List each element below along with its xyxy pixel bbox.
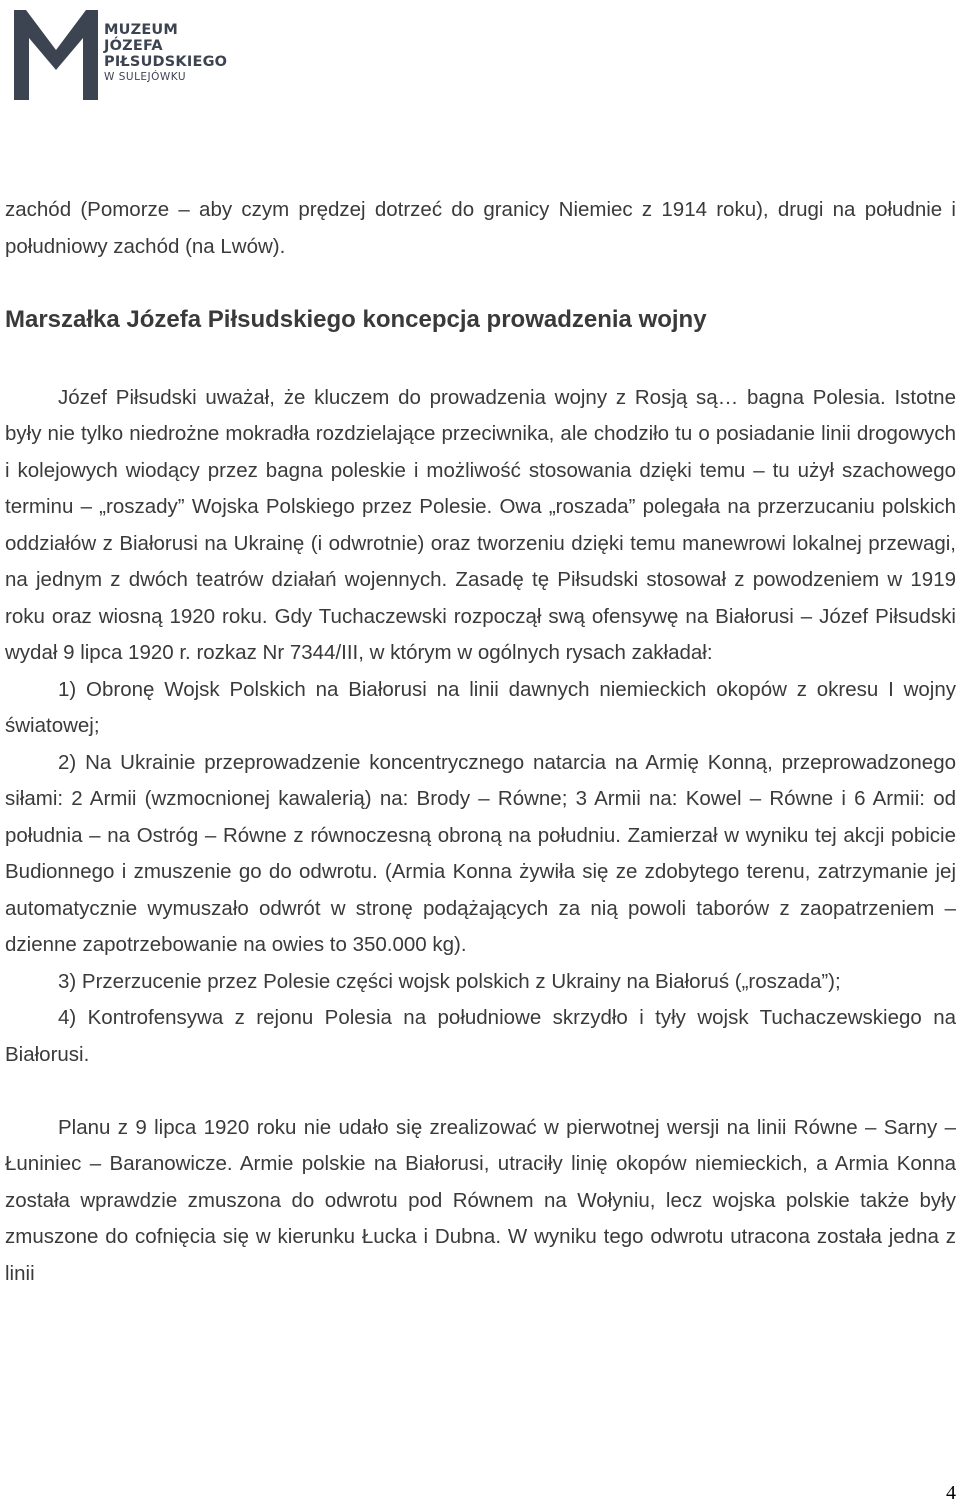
- museum-logo: [12, 8, 228, 103]
- logo-line-4: W SULEJÓWKU: [104, 71, 187, 83]
- paragraph-main: Józef Piłsudski uważał, że kluczem do prowadzenia wojny z Rosją są… bagna Polesia. Istotne były nie tylko niedrożne mokradła rozdzielające przeciwnika, ale chodziło tu o posiadanie linii drogowych i kolejowych wiodący przez bagna poleskie i możliwość stosowania dzięki temu – tu użył szachowego terminu – „roszady” Wojska Polskiego przez Polesie. Owa „roszada” polegała na przerzucaniu polskich oddziałów z Białorusi na Ukrainę (i odwrotnie) oraz tworzeniu dzięki temu manewrowi lokalnej przewagi, na jednym z dwóch teatrów działań wojennych. Zasadę tę Piłsudski stosował z powodzeniem w 1919 roku oraz wiosną 1920 roku. Gdy Tuchaczewski rozpoczął swą ofensywę na Białorusi – Józef Piłsudski wydał 9 lipca 1920 r. rozkaz Nr 7344/III, w którym w ogólnych rysach zakładał:: [5, 385, 956, 664]
- spacer: [5, 265, 956, 302]
- list-item-2: 2) Na Ukrainie przeprowadzenie koncentrycznego natarcia na Armię Konną, przeprowadzonego siłami: 2 Armii (wzmocnionej kawalerią) na: Brody – Równe; 3 Armii na: Kowel – Równe i 6 Armii: od południa – na Ostróg – Równe z równoczesną obroną na południu. Zamierzał w wyniku tej akcji pobicie Budionnego i zmuszenie go do odwrotu. (Armia Konna żywiła się ze zdobytego terenu, zatrzymanie jej automatycznie wymuszało odwrót w stronę podążających za nią powoli taborów z zaopatrzeniem – dzienne zapotrzebowanie na owies to 350.000 kg).: [5, 750, 956, 956]
- spacer: [5, 1073, 956, 1110]
- list-item-4: 4) Kontrofensywa z rejonu Polesia na południowe skrzydło i tyły wojsk Tuchaczewskiego na Białorusi.: [5, 1006, 956, 1066]
- section-heading: Marszałka Józefa Piłsudskiego koncepcja prowadzenia wojny: [5, 305, 707, 333]
- list-item-1: 1) Obronę Wojsk Polskich na Białorusi na linii dawnych niemieckich okopów z okresu I wojny światowej;: [5, 677, 956, 737]
- page-number: 4: [946, 1482, 956, 1504]
- logo-wordmark: [104, 22, 227, 84]
- document-body: [5, 192, 956, 1292]
- spacer: [5, 338, 956, 380]
- logo-line-3: PIŁSUDSKIEGO: [104, 54, 228, 70]
- paragraph-continuation: zachód (Pomorze – aby czym prędzej dotrzeć do granicy Niemiec z 1914 roku), drugi na południe i południowy zachód (na Lwów).: [5, 198, 956, 258]
- list-item-3: 3) Przerzucenie przez Polesie części wojsk polskich z Ukrainy na Białoruś („roszada”);: [58, 969, 841, 993]
- paragraph-plan: Planu z 9 lipca 1920 roku nie udało się zrealizować w pierwotnej wersji na linii Równe – Sarny – Łuniniec – Baranowicze. Armie polskie na Białorusi, utraciły linię okopów niemieckich, a Armia Konna została wprawdzie zmuszona do odwrotu pod Równem na Wołyniu, lecz wojska polskie także były zmuszone do cofnięcia się w kierunku Łucka i Dubna. W wyniku tego odwrotu utracona została jedna z linii: [5, 1115, 956, 1285]
- logo-line-1: MUZEUM: [104, 22, 179, 38]
- logo-line-2: JÓZEFA: [104, 38, 163, 54]
- museum-m-logo-icon: [12, 8, 100, 103]
